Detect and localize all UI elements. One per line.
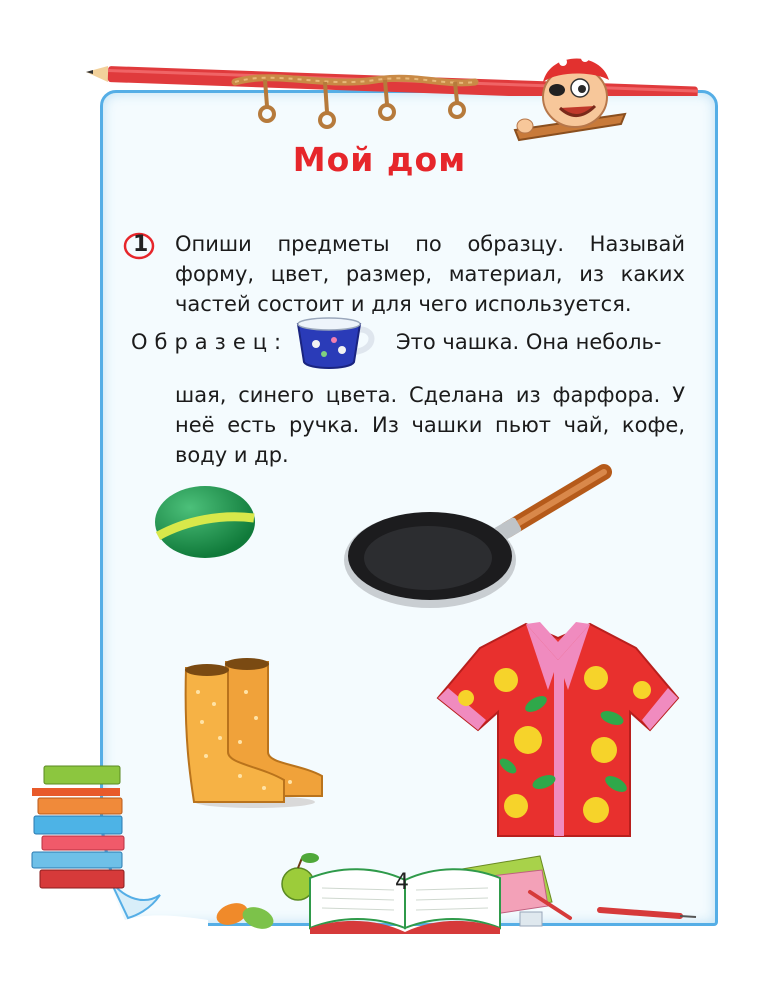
page-title: Мой дом: [292, 140, 467, 179]
pirate-boy-illustration: [505, 42, 635, 152]
task-number: 1: [133, 232, 149, 257]
ball-illustration: [152, 484, 258, 560]
desk-items-illustration: [210, 846, 700, 938]
sample-label: Образец:: [131, 330, 289, 354]
leaves-icon: [214, 899, 277, 933]
cup-illustration: [292, 316, 380, 374]
frying-pan-illustration: [342, 462, 612, 622]
rubber-boots-illustration: [180, 652, 326, 812]
rope-illustration: [225, 68, 485, 138]
hawaiian-shirt-illustration: [436, 620, 680, 838]
books-stack-illustration: [28, 760, 128, 900]
task-instructions: Опиши предметы по образцу. Называй форму, цвет, размер, материал, из каких частей состоит и для чего используется.: [175, 232, 685, 316]
page-number: 4: [395, 870, 409, 895]
sample-text-first-line: Это чашка. Она неболь-: [396, 330, 662, 354]
sample-text-rest: шая, синего цвета. Сделана из фарфора. У неё есть ручка. Из чашки пьют чай, кофе, воду и др.: [175, 383, 685, 467]
